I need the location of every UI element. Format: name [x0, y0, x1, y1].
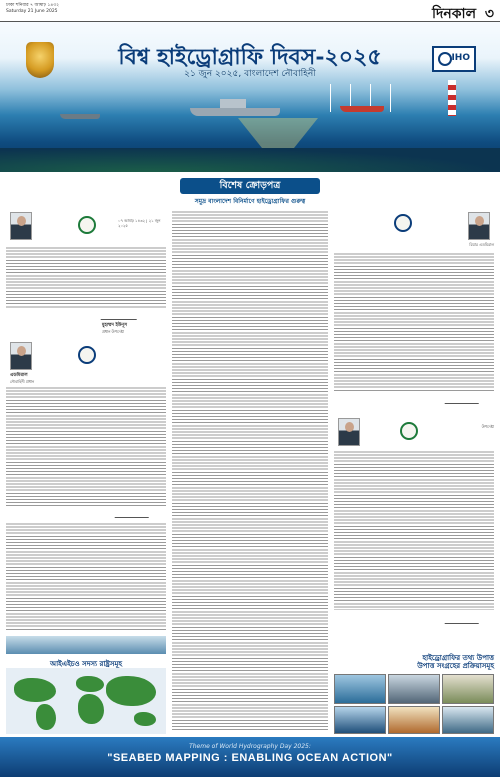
- signatory-name: এডমিরাল: [10, 373, 28, 378]
- signature-image: [445, 396, 482, 404]
- map-australia: [134, 712, 156, 726]
- map-asia: [106, 676, 156, 706]
- message-signatory: [434, 424, 494, 429]
- message-date: [118, 218, 166, 228]
- naval-ship-photo: [6, 636, 166, 654]
- survey-photo: [388, 674, 440, 704]
- message-signatory: [434, 242, 494, 247]
- wind-turbine-icon: [390, 84, 391, 112]
- iho-globe-icon: [438, 52, 452, 66]
- ministry-emblem-icon: [400, 422, 418, 440]
- map-africa: [78, 694, 104, 724]
- lighthouse-icon: [448, 80, 456, 116]
- government-emblem-icon: [78, 216, 96, 234]
- theme-label: Theme of World Hydrography Day 2025:: [189, 743, 311, 750]
- masthead-title: দিনকাল: [432, 6, 477, 22]
- survey-ship-icon: [190, 108, 280, 116]
- survey-photo: [334, 706, 386, 734]
- navy-chief-portrait: [10, 342, 32, 370]
- message-date-text: ০৭ আষাঢ় ১৪৩২ | ২১ জুন ২০২৫: [118, 218, 161, 228]
- page-header: [0, 0, 500, 22]
- map-title: আইএইচও সদস্য রাষ্ট্রসমূহ: [49, 660, 123, 668]
- message-signatory: [102, 322, 166, 334]
- survey-photo: [442, 706, 494, 734]
- section-heading: বিশেষ ক্রোড়পত্র: [180, 178, 320, 194]
- seabed-illustration: [0, 148, 500, 172]
- signatory-title: নৌবাহিনী প্রধান: [10, 379, 35, 384]
- navy-emblem-icon: [78, 346, 96, 364]
- message-body: [334, 450, 494, 610]
- hydrography-emblem-icon: [394, 214, 412, 232]
- signatory-name: মুহাম্মদ ইউনূস: [102, 323, 127, 328]
- adviser-portrait: [338, 418, 360, 446]
- iho-logo-text: IHO: [451, 53, 470, 63]
- signatory-title: প্রধান উপদেষ্টা: [102, 329, 124, 334]
- date-bengali: ঢাকা শনিবার ৭ আষাঢ় ১৪৩২: [6, 3, 60, 8]
- article-body: [172, 210, 328, 730]
- signature-image: [115, 510, 152, 518]
- message-body: [6, 386, 166, 506]
- page-number: ৩: [484, 6, 494, 22]
- survey-photo: [334, 674, 386, 704]
- cargo-ship-icon: [340, 106, 384, 112]
- message-body: [334, 252, 494, 392]
- banner-subtitle: ২১ জুন ২০২৫, বাংলাদেশ নৌবাহিনী: [184, 69, 316, 79]
- map-europe: [76, 676, 104, 692]
- chief-adviser-portrait: [10, 212, 32, 240]
- hero-banner: [0, 22, 500, 172]
- theme-text: "SEABED MAPPING : ENABLING OCEAN ACTION": [107, 752, 393, 764]
- survey-photo: [442, 674, 494, 704]
- wind-turbine-icon: [330, 84, 331, 112]
- theme-footer: [0, 737, 500, 777]
- banner-title: বিশ্ব হাইড্রোগ্রাফি দিবস-২০২৫: [118, 44, 382, 70]
- map-south-america: [36, 704, 56, 730]
- map-north-america: [14, 678, 56, 702]
- patrol-boat-icon: [60, 114, 100, 119]
- photos-title: হাইড্রোগ্রাফির তথ্য উপাত্ত উপাত্ত সংগ্রহের প্রক্রিয়াসমূহ: [417, 654, 494, 670]
- message-body: [6, 246, 166, 308]
- signatory-title: রিয়ার এডমিরাল: [469, 242, 494, 247]
- date-english: Saturday 21 June 2025: [6, 9, 58, 14]
- article-body: [6, 522, 166, 632]
- section-subheading: সমুদ্র বাংলাদেশ বিনির্মাণে হাইড্রোগ্রাফির গুরুত্ব: [194, 198, 306, 205]
- survey-photo: [388, 706, 440, 734]
- message-signatory: [10, 372, 70, 384]
- rear-admiral-portrait: [468, 212, 490, 240]
- signatory-title: উপদেষ্টা: [481, 424, 494, 429]
- signature-image: [445, 616, 482, 624]
- iho-logo: [432, 46, 476, 72]
- iho-world-map: [6, 668, 166, 734]
- issue-date: [6, 3, 59, 15]
- signature-image: [101, 312, 140, 320]
